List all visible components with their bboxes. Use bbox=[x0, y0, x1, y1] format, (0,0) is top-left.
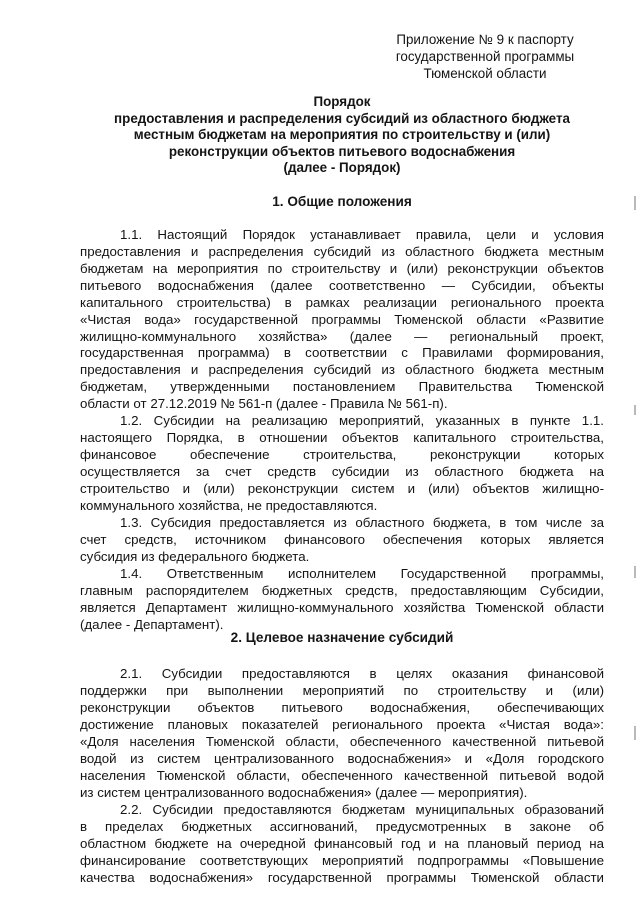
scan-mark bbox=[634, 726, 636, 740]
text-line: предоставления и распределения субсидий из областного бюджета местным bbox=[80, 244, 604, 259]
text-line: предоставления и распределения субсидий из областного бюджета местным bbox=[80, 362, 604, 377]
text-line: субсидия из федерального бюджета. bbox=[80, 549, 310, 564]
text-line: коммунального хозяйства, не предоставляются. bbox=[80, 498, 378, 513]
text-line: населения Тюменской области, обеспеченного качественной питьевой водой bbox=[80, 768, 604, 783]
text-line: областном бюджете на очередной финансовый год и на плановый период на bbox=[80, 836, 604, 851]
text-line: строительство и (или) реконструкции систем и (или) объектов жилищно- bbox=[80, 481, 604, 496]
text-line: в пределах бюджетных ассигнований, предусмотренных в законе об bbox=[80, 819, 604, 834]
text-line: финансовое обеспечение строительства, реконструкции которых bbox=[80, 447, 604, 462]
text-line: финансирование соответствующих мероприятий подпрограммы «Повышение bbox=[80, 853, 604, 868]
scan-mark bbox=[634, 196, 636, 210]
text-line: «Доля населения Тюменской области, обеспеченного качественной питьевой bbox=[80, 734, 604, 749]
title-line: местным бюджетам на мероприятия по строительству и (или) bbox=[133, 127, 551, 143]
text-line: счет средств, источником финансового обеспечения которых является bbox=[80, 532, 604, 547]
text-line: достижение плановых показателей регионального проекта «Чистая вода»: bbox=[80, 717, 604, 732]
text-line: (далее - Департамент). bbox=[80, 617, 224, 632]
text-line: 1.3. Субсидия предоставляется из областного бюджета, в том числе за bbox=[120, 515, 604, 530]
text-line: осуществляется за счет средств субсидии из областного бюджета на bbox=[80, 464, 604, 479]
section-1-heading: 1. Общие положения bbox=[272, 194, 412, 209]
scan-mark bbox=[634, 405, 636, 415]
text-line: 1.4. Ответственным исполнителем Государственной программы, bbox=[120, 566, 604, 581]
text-line: реконструкции объектов питьевого водоснабжения, обеспечивающих bbox=[80, 700, 604, 715]
text-line: качества водоснабжения» государственной программы Тюменской области bbox=[80, 870, 604, 885]
annex-line: Приложение № 9 к паспорту bbox=[396, 32, 574, 47]
section-2-heading: 2. Целевое назначение субсидий bbox=[230, 630, 454, 645]
text-line: 2.2. Субсидии предоставляются бюджетам муниципальных образований bbox=[120, 802, 604, 817]
text-line: 1.1. Настоящий Порядок устанавливает правила, цели и условия bbox=[120, 227, 604, 242]
text-line: настоящего Порядка, в отношении объектов капитального строительства, bbox=[80, 430, 604, 445]
annex-line: государственной программы bbox=[395, 49, 575, 65]
annex-note bbox=[385, 31, 585, 83]
text-line: капитального строительства) в рамках реализации регионального проекта bbox=[80, 295, 604, 310]
text-line: 1.2. Субсидии на реализацию мероприятий, указанных в пункте 1.1. bbox=[120, 413, 604, 428]
text-line: поддержки при выполнении мероприятий по строительству и (или) bbox=[80, 683, 604, 698]
text-line: жилищно-коммунального хозяйства» (далее — региональный проект, bbox=[80, 329, 604, 344]
title-line: предоставления и распределения субсидий из областного бюджета bbox=[114, 110, 570, 126]
text-line: области от 27.12.2019 № 561-п (далее - Правила № 561-п). bbox=[80, 396, 448, 411]
annex-line: Тюменской области bbox=[423, 66, 547, 82]
text-line: главным распорядителем бюджетных средств, предоставляющим Субсидии, bbox=[80, 583, 604, 598]
text-line: водой из систем централизованного водоснабжения» и «Доля городского bbox=[80, 751, 604, 766]
text-line: из систем централизованного водоснабжения» (далее — мероприятия). bbox=[80, 785, 528, 800]
text-line: 2.1. Субсидии предоставляются в целях оказания финансовой bbox=[120, 666, 604, 681]
title-line: реконструкции объектов питьевого водоснабжения bbox=[168, 143, 516, 159]
title-line: (далее - Порядок) bbox=[283, 160, 401, 176]
text-line: бюджетам на мероприятия по строительству и (или) реконструкции объектов bbox=[80, 261, 604, 276]
text-line: является Департамент жилищно-коммунального хозяйства Тюменской области bbox=[80, 600, 604, 615]
text-line: бюджетам, утвержденными постановлением Правительства Тюменской bbox=[80, 379, 604, 394]
text-line: государственная программа) в соответствии с Правилами формирования, bbox=[80, 345, 604, 360]
title-line: Порядок bbox=[313, 94, 371, 109]
document-title bbox=[100, 94, 584, 177]
text-line: питьевого водоснабжения (далее соответственно — Субсидии, объекты bbox=[80, 278, 604, 293]
scan-mark bbox=[634, 566, 636, 578]
text-line: «Чистая вода» государственной программы Тюменской области «Развитие bbox=[80, 312, 604, 327]
